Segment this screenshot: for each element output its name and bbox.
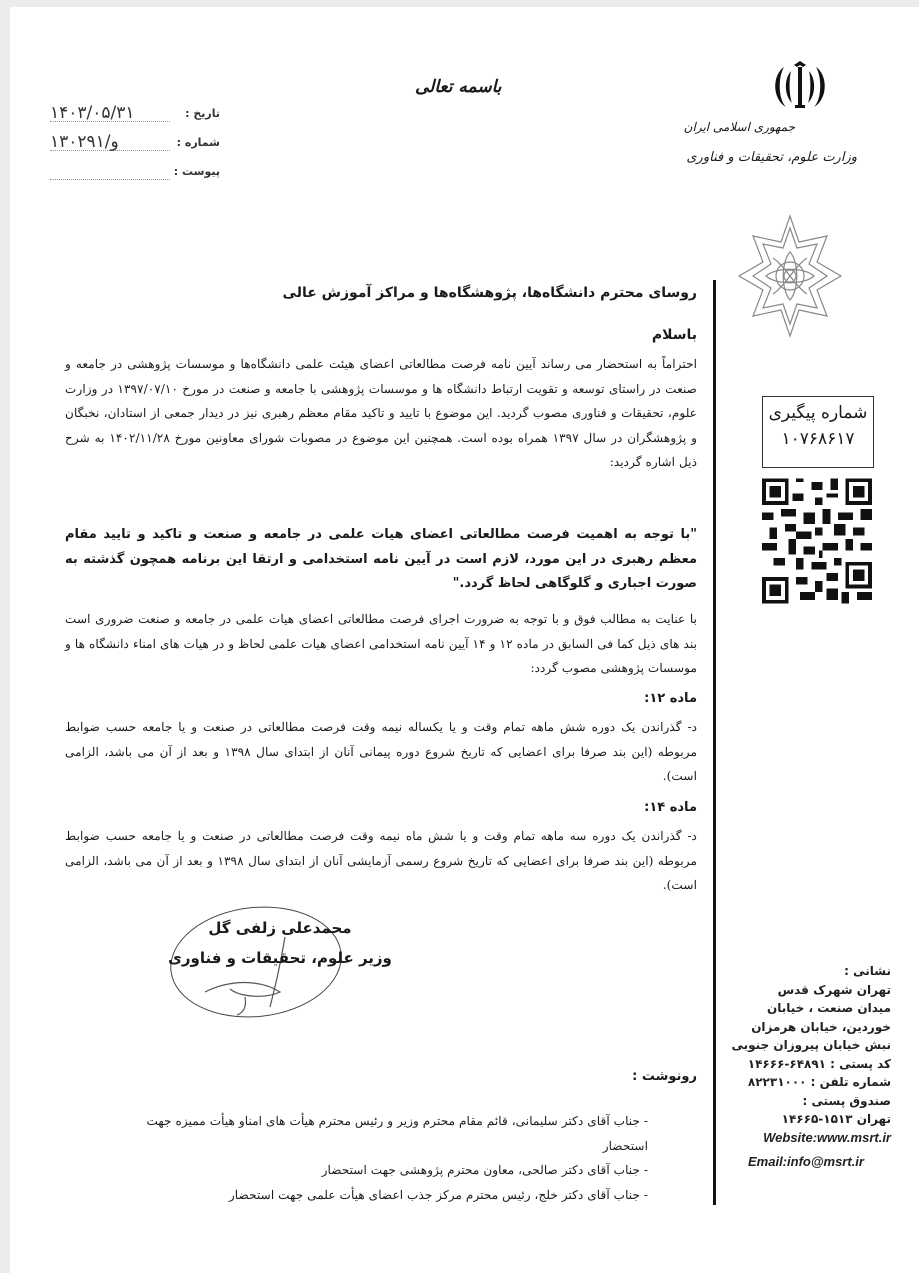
letter-page [10,7,919,1273]
date-value: ۱۴۰۳/۰۵/۳۱ [50,103,135,123]
address-line: خوردین، خیابان هرمزان [751,1019,891,1034]
attachment-dotted-line [50,179,170,180]
paragraph-intro: احتراماً به استحضار می رساند آیین نامه فرصت مطالعاتی اعضای هیئت علمی دانشگاه‌ها و موسسات پژوهشی در جامعه و صنعت در راستای توسعه و تقویت ارتباط دانشگاه ها و موسسات پژوهشی با جامعه و صنعت در مورخ ۱۳۹۷/۰۷/۱۰ در وزارت علوم، تحقیقات و فناوری مصوب گردید. این موضوع با تایید و تاکید مقام معظم رهبری نیز در دیدار جمعی از استادان، نخبگان و پژوهشگران در سال ۱۳۹۷ همراه بوده است. همچنین این موضوع در مصوبات شورای معاونین مورخ ۱۴۰۲/۱۱/۲۸ به شرح ذیل اشاره گردید: [65,357,697,470]
tracking-number: ۱۰۷۶۸۶۱۷ [781,429,855,449]
website-link[interactable]: Website:www.msrt.ir [763,1129,891,1145]
email-link[interactable]: Email:info@msrt.ir [748,1154,864,1169]
address-block [721,962,891,1172]
paragraph-directive: با عنایت به مطالب فوق و با توجه به ضرورت اجرای فرصت مطالعاتی اعضای هیات علمی در جامعه و صنعت ضروری است بند های ذیل کما فی السابق در ماده ۱۲ و ۱۴ آیین نامه استخدامی اعضای هیات علمی لحاظ و در هیات های امناء دانشگاه ها و موسسات پژوهشی مصوب گردد: [65,612,698,676]
article-14-text: د- گذراندن یک دوره سه ماهه تمام وقت و یا شش ماه نیمه وقت فرصت مطالعاتی در صنعت و یا جامعه حسب ضوابط مربوطه (این بند صرفا برای اعضایی که تاریخ شروع رسمی آزمایشی آنان از ابتدای سال ۱۳۹۸ و بعد از آن می باشد، الزامی است). [65,829,698,893]
tracking-number-box [762,396,874,468]
invocation: باسمه تعالی [415,77,502,97]
article-12-text: د- گذراندن یک دوره شش ماهه تمام وقت و یا یکساله نیمه وقت فرصت مطالعاتی در صنعت و یا جامعه حسب ضوابط مربوطه (این بند صرفا برای اعضایی که تاریخ شروع دوره پیمانی آنان از ابتدای سال ۱۳۹۸ و بعد از آن می باشد، الزامی است). [65,720,697,784]
address-label: نشانی : [844,964,891,978]
date-label: تاریخ : [185,107,220,120]
iran-emblem-icon [770,59,830,111]
address-line: نبش خیابان پیروزان جنوبی [731,1038,891,1052]
number-value: ۱۳۰۲۹۱/و [50,132,119,152]
cc-item: - جناب آقای دکتر خلج، رئیس محترم مرکز جذب اعضای هیأت علمی جهت استحضار [228,1187,648,1202]
salutation: باسلام [651,327,697,343]
quoted-resolution: "با توجه به اهمیت فرصت مطالعاتی اعضای هیات علمی در جامعه و صنعت و تاکید و تایید مقام معظم رهبری در این مورد، لازم است در آیین نامه استخدامی و ارتقا این برنامه همچون گذشته به صورت اجباری و گلوگاهی لحاظ گردد." [65,527,697,591]
phone-number: شماره تلفن : ۸۲۲۳۱۰۰۰ [747,1075,891,1089]
cc-list [110,1109,648,1207]
signatory-name: محمدعلی زلفی گل [208,919,352,937]
number-label: شماره : [176,136,220,149]
islamic-star-ornament-icon [737,212,843,340]
tracking-label: شماره پیگیری [768,403,868,423]
qr-code-icon[interactable] [762,477,872,605]
number-field [50,132,220,156]
attachment-field [50,161,220,185]
vertical-divider [713,280,716,1205]
address-line: میدان صنعت ، خیابان [767,1001,891,1015]
cc-item: - جناب آقای دکتر سلیمانی، قائم مقام محترم وزیر و رئیس محترم هیأت های امناو هیأت ممیزه جهت استحضار [146,1114,648,1153]
recipient-line: روسای محترم دانشگاه‌ها، پژوهشگاه‌ها و مراکز آموزش عالی [282,285,697,301]
po-box-label: صندوق پستی : [802,1093,891,1108]
signatory-title: وزیر علوم، تحقیقات و فناوری [168,949,392,967]
cc-item: - جناب آقای دکتر صالحی، معاون محترم پژوهشی جهت استحضار [321,1163,648,1177]
article-12-heading: ماده ۱۲: [644,691,697,706]
postal-code: کد پستی : ۶۴۸۹۱-۱۴۶۶۶ [747,1056,891,1071]
article-14-heading: ماده ۱۴: [644,800,697,815]
po-box: تهران ۱۵۱۳-۱۴۶۶۵ [781,1112,891,1126]
country-name: جمهوری اسلامی ایران [683,120,795,134]
attachment-label: پیوست : [173,165,220,178]
address-line: تهران شهرک قدس [777,982,891,997]
date-field [50,103,220,127]
cc-heading: رونوشت : [632,1069,697,1084]
ministry-name: وزارت علوم، تحقیقات و فناوری [686,150,857,165]
